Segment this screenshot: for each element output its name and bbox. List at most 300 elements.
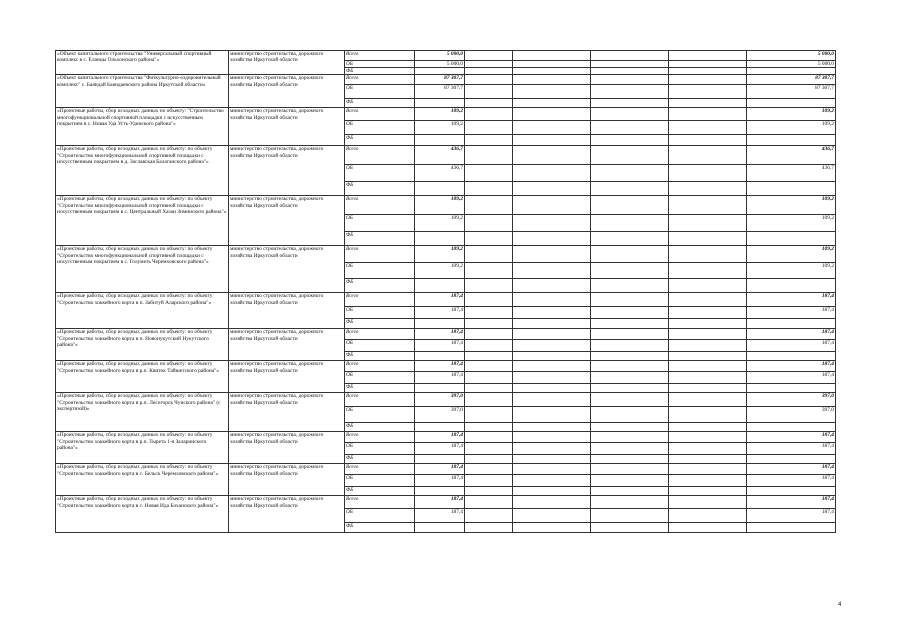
regional-budget-amount-cell: 187,4 [415,443,465,455]
empty-year-cell [513,487,591,496]
funding-source-cell: ФБ [345,68,415,75]
federal-budget-amount-cell [415,68,465,75]
empty-year-cell [513,279,591,293]
empty-year-cell [465,68,513,75]
grand-total-federal-cell [747,319,836,329]
regional-budget-amount-cell: 397,0 [415,407,465,423]
grand-total-cell: 87 307,7 [747,75,836,85]
empty-year-cell [465,361,513,372]
responsible-cell: министерство строительства, дорожного хозяйства Иркутской области [229,146,345,196]
empty-year-cell [465,135,513,146]
empty-year-cell [513,135,591,146]
empty-year-cell [669,68,747,75]
regional-budget-amount-cell: 5 000,0 [415,61,465,68]
table-row [56,196,836,215]
grand-total-regional-cell: 187,4 [747,307,836,319]
empty-year-cell [669,393,747,407]
total-amount-cell: 397,0 [415,393,465,407]
empty-year-cell [669,509,747,523]
empty-year-cell [591,61,669,68]
funding-source-cell: ФБ [345,487,415,496]
empty-year-cell [591,372,669,384]
grand-total-federal-cell [747,182,836,196]
federal-budget-amount-cell [415,135,465,146]
empty-year-cell [465,51,513,61]
federal-budget-amount-cell [415,99,465,108]
empty-year-cell [465,509,513,523]
empty-year-cell [465,475,513,487]
empty-year-cell [513,455,591,464]
table-row [56,293,836,307]
empty-year-cell [669,455,747,464]
grand-total-cell: 187,4 [747,293,836,307]
object-name-cell: «Проектные работы, сбор исходных данных по объекту: по объекту "Строительство многофункциональной спортивной площадки с искусственным покрытием в с. Голуметь Черемховского района"» [56,246,229,293]
funding-source-cell: Всего [345,464,415,475]
empty-year-cell [513,246,591,263]
empty-year-cell [591,279,669,293]
regional-budget-amount-cell: 109,2 [415,215,465,232]
table-row [56,329,836,340]
empty-year-cell [669,146,747,165]
empty-year-cell [513,319,591,329]
funding-source-cell: Всего [345,51,415,61]
empty-year-cell [513,372,591,384]
grand-total-federal-cell [747,232,836,246]
object-name-cell: «Проектные работы, сбор исходных данных по объекту: по объекту "Строительство хоккейного корта в с. Новая Ида Боханского района"» [56,496,229,533]
empty-year-cell [669,443,747,455]
empty-year-cell [465,340,513,352]
grand-total-cell: 109,2 [747,246,836,263]
responsible-cell: министерство строительства, дорожного хозяйства Иркутской области [229,75,345,108]
empty-year-cell [591,135,669,146]
grand-total-federal-cell [747,135,836,146]
empty-year-cell [591,393,669,407]
federal-budget-amount-cell [415,232,465,246]
object-name-cell: «Проектные работы, сбор исходных данных по объекту: по объекту "Строительство хоккейного корта в п. Забитуй Аларского района"» [56,293,229,329]
empty-year-cell [669,329,747,340]
empty-year-cell [513,443,591,455]
empty-year-cell [669,487,747,496]
funding-source-cell: ОБ [345,61,415,68]
responsible-cell: министерство строительства, дорожного хозяйства Иркутской области [229,108,345,146]
empty-year-cell [591,432,669,443]
empty-year-cell [669,496,747,509]
empty-year-cell [465,121,513,135]
table-row [56,246,836,263]
empty-year-cell [465,232,513,246]
program-table [55,50,836,533]
federal-budget-amount-cell [415,319,465,329]
empty-year-cell [591,329,669,340]
regional-budget-amount-cell: 187,4 [415,340,465,352]
responsible-cell: министерство строительства, дорожного хозяйства Иркутской области [229,293,345,329]
grand-total-cell: 109,2 [747,196,836,215]
empty-year-cell [513,393,591,407]
empty-year-cell [465,108,513,121]
empty-year-cell [669,85,747,99]
empty-year-cell [669,372,747,384]
total-amount-cell: 109,2 [415,246,465,263]
empty-year-cell [669,246,747,263]
total-amount-cell: 187,4 [415,293,465,307]
empty-year-cell [669,135,747,146]
funding-source-cell: ФБ [345,279,415,293]
empty-year-cell [465,165,513,182]
regional-budget-amount-cell: 87 307,7 [415,85,465,99]
empty-year-cell [465,307,513,319]
grand-total-cell: 109,2 [747,108,836,121]
empty-year-cell [669,384,747,393]
empty-year-cell [513,423,591,432]
empty-year-cell [669,121,747,135]
empty-year-cell [513,165,591,182]
empty-year-cell [591,85,669,99]
grand-total-cell: 187,4 [747,432,836,443]
empty-year-cell [465,523,513,533]
funding-source-cell: ОБ [345,443,415,455]
object-name-cell: «Проектные работы, сбор исходных данных по объекту: "Строительство многофункциональной спортивной площадки с искусственным покрытием в с. Новая Уда Усть-Удинского района"» [56,108,229,146]
total-amount-cell: 109,2 [415,108,465,121]
total-amount-cell: 187,4 [415,361,465,372]
funding-source-cell: ФБ [345,99,415,108]
empty-year-cell [513,182,591,196]
grand-total-federal-cell [747,384,836,393]
funding-source-cell: ФБ [345,135,415,146]
funding-source-cell: Всего [345,496,415,509]
empty-year-cell [465,464,513,475]
grand-total-regional-cell: 187,4 [747,340,836,352]
empty-year-cell [591,246,669,263]
grand-total-regional-cell: 87 307,7 [747,85,836,99]
empty-year-cell [591,455,669,464]
empty-year-cell [465,215,513,232]
empty-year-cell [591,146,669,165]
empty-year-cell [591,293,669,307]
funding-source-cell: ФБ [345,232,415,246]
table-row [56,432,836,443]
empty-year-cell [513,263,591,279]
funding-source-cell: ОБ [345,407,415,423]
empty-year-cell [669,475,747,487]
regional-budget-amount-cell: 109,2 [415,121,465,135]
program-table-body [56,51,836,533]
regional-budget-amount-cell: 436,7 [415,165,465,182]
funding-source-cell: Всего [345,329,415,340]
table-row [56,51,836,61]
empty-year-cell [669,232,747,246]
empty-year-cell [465,61,513,68]
funding-source-cell: ФБ [345,423,415,432]
object-name-cell: «Объект капитального строительства "Универсальный спортивный комплекс в с. Еланцы Ольхонского района"» [56,51,229,75]
empty-year-cell [591,263,669,279]
total-amount-cell: 436,7 [415,146,465,165]
federal-budget-amount-cell [415,455,465,464]
empty-year-cell [465,263,513,279]
empty-year-cell [669,51,747,61]
empty-year-cell [513,307,591,319]
funding-source-cell: ОБ [345,165,415,182]
empty-year-cell [465,372,513,384]
empty-year-cell [591,68,669,75]
empty-year-cell [591,196,669,215]
responsible-cell: министерство строительства, дорожного хозяйства Иркутской области [229,329,345,361]
empty-year-cell [465,319,513,329]
grand-total-cell: 187,4 [747,361,836,372]
federal-budget-amount-cell [415,523,465,533]
funding-source-cell: Всего [345,246,415,263]
object-name-cell: «Проектные работы, сбор исходных данных по объекту: по объекту "Строительство хоккейного корта в п. Новонукутский Нукутского района"» [56,329,229,361]
empty-year-cell [465,384,513,393]
empty-year-cell [669,293,747,307]
empty-year-cell [513,432,591,443]
responsible-cell: министерство строительства, дорожного хозяйства Иркутской области [229,196,345,246]
empty-year-cell [591,475,669,487]
empty-year-cell [513,75,591,85]
funding-source-cell: ОБ [345,307,415,319]
object-name-cell: «Объект капитального строительства "Физкультурно-оздоровительный комплекс" с. Баяндай Баяндаевского района Иркутской области» [56,75,229,108]
grand-total-cell: 5 000,0 [747,51,836,61]
empty-year-cell [465,246,513,263]
empty-year-cell [591,121,669,135]
empty-year-cell [669,307,747,319]
empty-year-cell [465,455,513,464]
empty-year-cell [591,51,669,61]
empty-year-cell [513,384,591,393]
grand-total-regional-cell: 109,2 [747,215,836,232]
empty-year-cell [591,523,669,533]
grand-total-regional-cell: 397,0 [747,407,836,423]
empty-year-cell [591,443,669,455]
empty-year-cell [669,196,747,215]
empty-year-cell [513,85,591,99]
funding-source-cell: ОБ [345,372,415,384]
total-amount-cell: 187,4 [415,496,465,509]
empty-year-cell [591,464,669,475]
empty-year-cell [465,496,513,509]
federal-budget-amount-cell [415,423,465,432]
federal-budget-amount-cell [415,487,465,496]
empty-year-cell [591,509,669,523]
total-amount-cell: 87 307,7 [415,75,465,85]
funding-source-cell: Всего [345,108,415,121]
empty-year-cell [513,146,591,165]
funding-source-cell: ОБ [345,85,415,99]
empty-year-cell [513,523,591,533]
object-name-cell: «Проектные работы, сбор исходных данных по объекту: по объекту "Строительство хоккейного корта в р.п. Тырета 1-я Заларинского района"» [56,432,229,464]
empty-year-cell [591,215,669,232]
funding-source-cell: ФБ [345,319,415,329]
empty-year-cell [465,196,513,215]
table-row [56,146,836,165]
table-row [56,393,836,407]
table-row [56,108,836,121]
empty-year-cell [513,196,591,215]
grand-total-federal-cell [747,455,836,464]
empty-year-cell [513,509,591,523]
empty-year-cell [591,496,669,509]
funding-source-cell: ФБ [345,352,415,361]
empty-year-cell [669,423,747,432]
funding-source-cell: ФБ [345,523,415,533]
regional-budget-amount-cell: 187,4 [415,509,465,523]
empty-year-cell [591,307,669,319]
empty-year-cell [669,319,747,329]
object-name-cell: «Проектные работы, сбор исходных данных по объекту: по объекту "Строительство многофункциональной спортивной площадки с искусственным покрытием в д. Заславская Балаганского района"» [56,146,229,196]
empty-year-cell [669,352,747,361]
empty-year-cell [669,407,747,423]
grand-total-cell: 187,4 [747,464,836,475]
funding-source-cell: ФБ [345,182,415,196]
federal-budget-amount-cell [415,352,465,361]
empty-year-cell [591,319,669,329]
empty-year-cell [465,279,513,293]
empty-year-cell [591,108,669,121]
grand-total-federal-cell [747,423,836,432]
empty-year-cell [669,340,747,352]
grand-total-cell: 187,4 [747,329,836,340]
grand-total-cell: 397,0 [747,393,836,407]
empty-year-cell [669,75,747,85]
grand-total-regional-cell: 5 000,0 [747,61,836,68]
funding-source-cell: ОБ [345,215,415,232]
empty-year-cell [513,68,591,75]
empty-year-cell [669,61,747,68]
funding-source-cell: ФБ [345,384,415,393]
empty-year-cell [513,352,591,361]
empty-year-cell [591,352,669,361]
empty-year-cell [513,232,591,246]
empty-year-cell [465,487,513,496]
empty-year-cell [465,423,513,432]
empty-year-cell [513,496,591,509]
object-name-cell: «Проектные работы, сбор исходных данных по объекту: по объекту "Строительство хоккейного корта в р.п. Квиток Тайшетского района"» [56,361,229,393]
empty-year-cell [591,361,669,372]
empty-year-cell [513,108,591,121]
empty-year-cell [591,75,669,85]
empty-year-cell [513,329,591,340]
responsible-cell: министерство строительства, дорожного хозяйства Иркутской области [229,464,345,496]
empty-year-cell [465,443,513,455]
grand-total-federal-cell [747,523,836,533]
object-name-cell: «Проектные работы, сбор исходных данных по объекту: по объекту "Строительство хоккейного корта в с. Бельск Черемховского района"» [56,464,229,496]
empty-year-cell [513,407,591,423]
funding-source-cell: ОБ [345,263,415,279]
page-number: 4 [838,602,842,608]
regional-budget-amount-cell: 187,4 [415,475,465,487]
funding-source-cell: ОБ [345,121,415,135]
empty-year-cell [669,182,747,196]
empty-year-cell [465,293,513,307]
empty-year-cell [465,407,513,423]
responsible-cell: министерство строительства, дорожного хозяйства Иркутской области [229,51,345,75]
funding-source-cell: Всего [345,196,415,215]
empty-year-cell [465,393,513,407]
regional-budget-amount-cell: 109,2 [415,263,465,279]
total-amount-cell: 109,2 [415,196,465,215]
responsible-cell: министерство строительства, дорожного хозяйства Иркутской области [229,361,345,393]
empty-year-cell [513,61,591,68]
empty-year-cell [591,487,669,496]
total-amount-cell: 187,4 [415,432,465,443]
responsible-cell: министерство строительства, дорожного хозяйства Иркутской области [229,246,345,293]
empty-year-cell [591,99,669,108]
grand-total-regional-cell: 187,4 [747,475,836,487]
empty-year-cell [669,263,747,279]
grand-total-federal-cell [747,68,836,75]
empty-year-cell [669,279,747,293]
object-name-cell: «Проектные работы, сбор исходных данных по объекту: по объекту "Строительство хоккейного корта в р.п. Лесогорск Чунского района" (с экспертизой)» [56,393,229,432]
responsible-cell: министерство строительства, дорожного хозяйства Иркутской области [229,432,345,464]
empty-year-cell [669,432,747,443]
empty-year-cell [465,146,513,165]
federal-budget-amount-cell [415,384,465,393]
regional-budget-amount-cell: 187,4 [415,372,465,384]
empty-year-cell [465,99,513,108]
grand-total-federal-cell [747,487,836,496]
empty-year-cell [513,99,591,108]
empty-year-cell [669,108,747,121]
empty-year-cell [591,384,669,393]
grand-total-federal-cell [747,352,836,361]
empty-year-cell [591,423,669,432]
table-row [56,464,836,475]
empty-year-cell [465,352,513,361]
table-row [56,361,836,372]
funding-source-cell: Всего [345,361,415,372]
funding-source-cell: Всего [345,293,415,307]
empty-year-cell [669,523,747,533]
table-row [56,75,836,85]
federal-budget-amount-cell [415,279,465,293]
empty-year-cell [669,165,747,182]
empty-year-cell [591,340,669,352]
empty-year-cell [591,232,669,246]
grand-total-regional-cell: 187,4 [747,509,836,523]
funding-source-cell: Всего [345,393,415,407]
empty-year-cell [513,340,591,352]
empty-year-cell [669,215,747,232]
responsible-cell: министерство строительства, дорожного хозяйства Иркутской области [229,496,345,533]
responsible-cell: министерство строительства, дорожного хозяйства Иркутской области [229,393,345,432]
empty-year-cell [513,51,591,61]
empty-year-cell [513,361,591,372]
empty-year-cell [465,182,513,196]
empty-year-cell [465,432,513,443]
empty-year-cell [669,361,747,372]
empty-year-cell [669,99,747,108]
funding-source-cell: Всего [345,432,415,443]
total-amount-cell: 187,4 [415,329,465,340]
empty-year-cell [591,182,669,196]
grand-total-regional-cell: 109,2 [747,121,836,135]
empty-year-cell [513,121,591,135]
grand-total-cell: 436,7 [747,146,836,165]
empty-year-cell [591,165,669,182]
object-name-cell: «Проектные работы, сбор исходных данных по объекту: по объекту "Строительство многофункциональной спортивной площадки с искусственным покрытием в с. Центральный Хазан Зиминского района"» [56,196,229,246]
grand-total-regional-cell: 187,4 [747,443,836,455]
empty-year-cell [513,464,591,475]
funding-source-cell: ОБ [345,340,415,352]
empty-year-cell [465,75,513,85]
funding-source-cell: ФБ [345,455,415,464]
grand-total-regional-cell: 187,4 [747,372,836,384]
funding-source-cell: Всего [345,146,415,165]
grand-total-cell: 187,4 [747,496,836,509]
total-amount-cell: 187,4 [415,464,465,475]
funding-source-cell: ОБ [345,509,415,523]
empty-year-cell [513,293,591,307]
empty-year-cell [669,464,747,475]
